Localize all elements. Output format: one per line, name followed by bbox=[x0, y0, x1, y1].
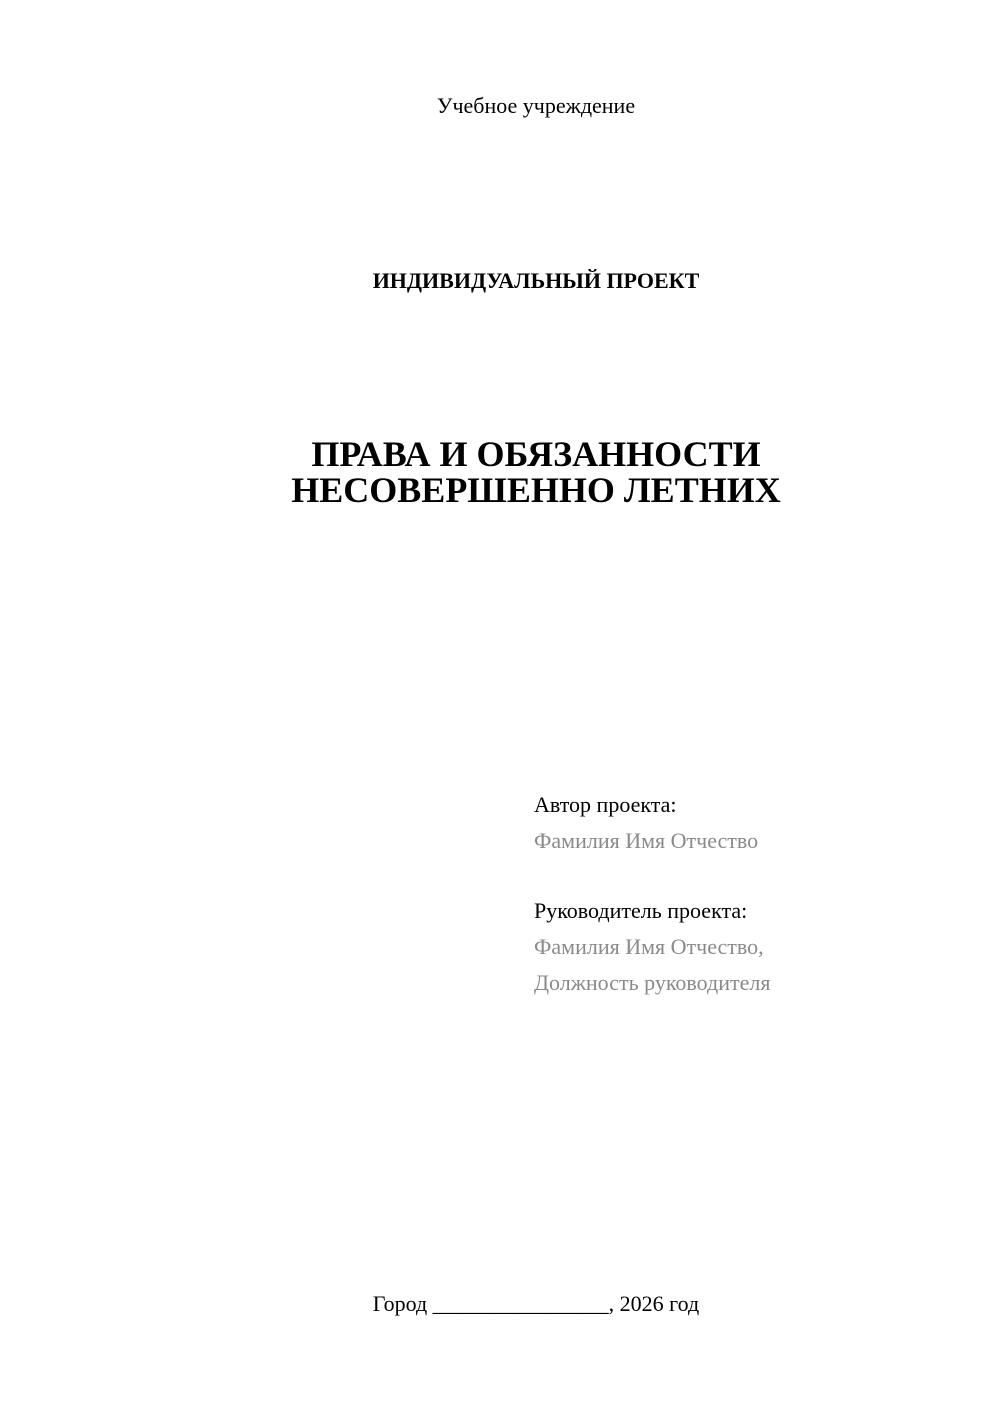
project-title-line-1: ПРАВА И ОБЯЗАННОСТИ bbox=[311, 434, 761, 474]
supervisor-name: Фамилия Имя Отчество, bbox=[534, 934, 764, 959]
institution-name: Учебное учреждение bbox=[436, 93, 636, 118]
author-label: Автор проекта: bbox=[534, 792, 677, 817]
document-type: ИНДИВИДУАЛЬНЫЙ ПРОЕКТ bbox=[372, 268, 700, 293]
supervisor-label: Руководитель проекта: bbox=[534, 898, 748, 923]
city-year-line: Город ________________, 2026 год bbox=[372, 1291, 700, 1316]
credits-spacer bbox=[534, 859, 954, 893]
project-title bbox=[0, 436, 1000, 508]
credits-block bbox=[534, 787, 954, 1001]
project-title-line-2: НЕСОВЕРШЕННО ЛЕТНИХ bbox=[291, 470, 781, 510]
supervisor-position: Должность руководителя bbox=[534, 970, 771, 995]
author-name: Фамилия Имя Отчество bbox=[534, 828, 759, 853]
